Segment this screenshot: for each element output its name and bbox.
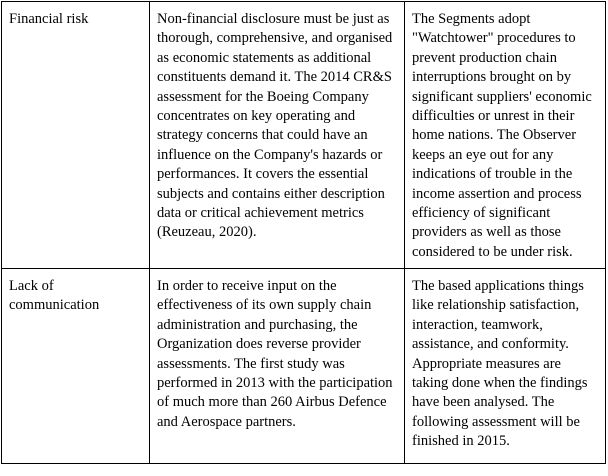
table-row bbox=[2, 2, 606, 269]
risk-name-cell: Financial risk bbox=[2, 2, 150, 269]
risk-table bbox=[1, 1, 606, 464]
risk-description-cell: In order to receive input on the effectiveness of its own supply chain administration and purchasing, the Organization does reverse provider assessments. The first study was performed in 2013 with the participation of much more than 260 Airbus Defence and Aerospace partners. bbox=[150, 269, 405, 464]
risk-name-cell: Lack of communication bbox=[2, 269, 150, 464]
risk-description-cell: Non-financial disclosure must be just as thorough, comprehensive, and organised as economic statements as additional constituents demand it. The 2014 CR&S assessment for the Boeing Company concentrates on key operating and strategy concerns that could have an influence on the Company's hazards or performances. It covers the essential subjects and contains either description data or critical achievement metrics (Reuzeau, 2020). bbox=[150, 2, 405, 269]
table-row bbox=[2, 269, 606, 464]
risk-mitigation-cell: The Segments adopt "Watchtower" procedures to prevent production chain interruptions brought on by significant suppliers' economic difficulties or unrest in their home nations. The Observer keeps an eye out for any indications of trouble in the income assertion and process efficiency of significant providers as well as those considered to be under risk. bbox=[405, 2, 606, 269]
risk-mitigation-cell: The based applications things like relationship satisfaction, interaction, teamwork, assistance, and conformity. Appropriate measures are taking done when the findings have been analysed. The following assessment will be finished in 2015. bbox=[405, 269, 606, 464]
